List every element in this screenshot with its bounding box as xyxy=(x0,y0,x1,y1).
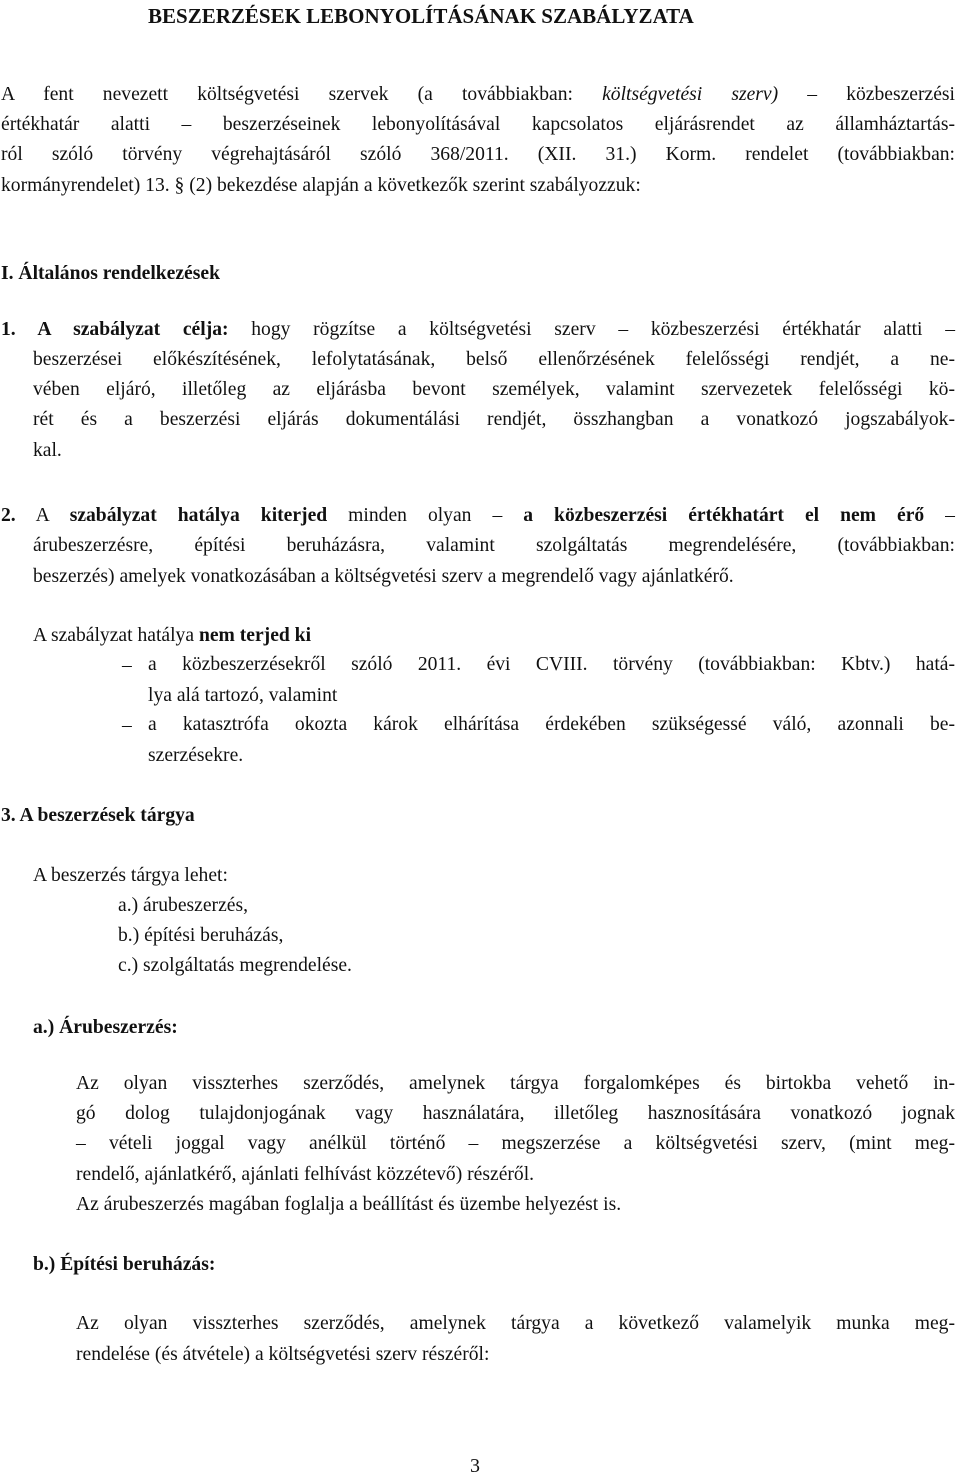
sa-line-1: Az olyan visszterhes szerződés, amelynek tárgya forgalomképes és birtokba vehető in- xyxy=(76,1073,955,1094)
subsection-b-heading: b.) Építési beruházás: xyxy=(33,1254,216,1275)
p1-line-4: rét és a beszerzési eljárás dokumentálási rendjét, összhangban a vonatkozó jogszabályok- xyxy=(33,409,955,430)
p3-intro: A beszerzés tárgya lehet: xyxy=(33,865,228,886)
sa-line-2: gó dolog tulajdonjogának vagy használatára, illetőleg hasznosítására vonatkozó jognak xyxy=(76,1103,955,1124)
section-heading: I. Általános rendelkezések xyxy=(1,263,220,284)
p1-line-1: 1. A szabályzat célja: hogy rögzítse a költségvetési szerv – közbeszerzési értékhatár alatti – xyxy=(1,319,955,340)
p1-line-5: kal. xyxy=(33,440,62,461)
list-item: a.) árubeszerzés, xyxy=(118,895,248,916)
intro-line-1: A fent nevezett költségvetési szervek (a továbbiakban: költségvetési szerv) – közbeszerzési xyxy=(1,84,955,105)
bullet-dash-2: – xyxy=(122,715,132,736)
subsection-a-heading: a.) Árubeszerzés: xyxy=(33,1017,178,1038)
list-item: b.) építési beruházás, xyxy=(118,925,284,946)
sb-line-2: rendelése (és átvétele) a költségvetési szerv részéről: xyxy=(76,1344,490,1365)
list-item: c.) szolgáltatás megrendelése. xyxy=(118,955,352,976)
bullet-1-line-2: lya alá tartozó, valamint xyxy=(148,685,338,706)
intro-line-2: értékhatár alatti – beszerzéseinek lebonyolításával kapcsolatos eljárásrendet az államháztartás- xyxy=(1,114,955,135)
p2-line-4: A szabályzat hatálya nem terjed ki xyxy=(33,625,312,646)
p2-line-3: beszerzés) amelyek vonatkozásában a költségvetési szerv a megrendelő vagy ajánlatkérő. xyxy=(33,566,734,587)
page-number: 3 xyxy=(470,1455,480,1477)
document-title: BESZERZÉSEK LEBONYOLÍTÁSÁNAK SZABÁLYZATA xyxy=(148,4,694,28)
bullet-2-line-1: a katasztrófa okozta károk elhárítása érdekében szükségessé váló, azonnali be- xyxy=(148,714,955,735)
sa-line-4: rendelő, ajánlatkérő, ajánlati felhívást közzétevő) részéről. xyxy=(76,1164,535,1185)
intro-line-3: ról szóló törvény végrehajtásáról szóló 368/2011. (XII. 31.) Korm. rendelet (továbbiakban: xyxy=(1,144,955,165)
sa-line-3: – vételi joggal vagy anélkül történő – megszerzése a költségvetési szerv, (mint meg- xyxy=(76,1133,955,1154)
p1-line-3: vében eljáró, illetőleg az eljárásba bevont személyek, valamint szervezetek felelősségi kö- xyxy=(33,379,955,400)
intro-line-4: kormányrendelet) 13. § (2) bekezdése alapján a következők szerint szabályozzuk: xyxy=(1,175,641,196)
bullet-2-line-2: szerzésekre. xyxy=(148,745,244,766)
p2-line-1: 2. A szabályzat hatálya kiterjed minden olyan – a közbeszerzési értékhatárt el nem érő – xyxy=(1,505,955,526)
bullet-dash-1: – xyxy=(122,655,132,676)
bullet-1-line-1: a közbeszerzésekről szóló 2011. évi CVIII. törvény (továbbiakban: Kbtv.) hatá- xyxy=(148,654,955,675)
sb-line-1: Az olyan visszterhes szerződés, amelynek tárgya a következő valamelyik munka meg- xyxy=(76,1313,955,1334)
sa-line-5: Az árubeszerzés magában foglalja a beállítást és üzembe helyezést is. xyxy=(76,1194,622,1215)
p3-heading: 3. A beszerzések tárgya xyxy=(1,805,195,826)
p2-line-2: árubeszerzésre, építési beruházásra, valamint szolgáltatás megrendelésére, (továbbiakban: xyxy=(33,535,955,556)
p1-line-2: beszerzései előkészítésének, lefolytatásának, belső ellenőrzésének felelősségi rendjét, a ne- xyxy=(33,349,955,370)
